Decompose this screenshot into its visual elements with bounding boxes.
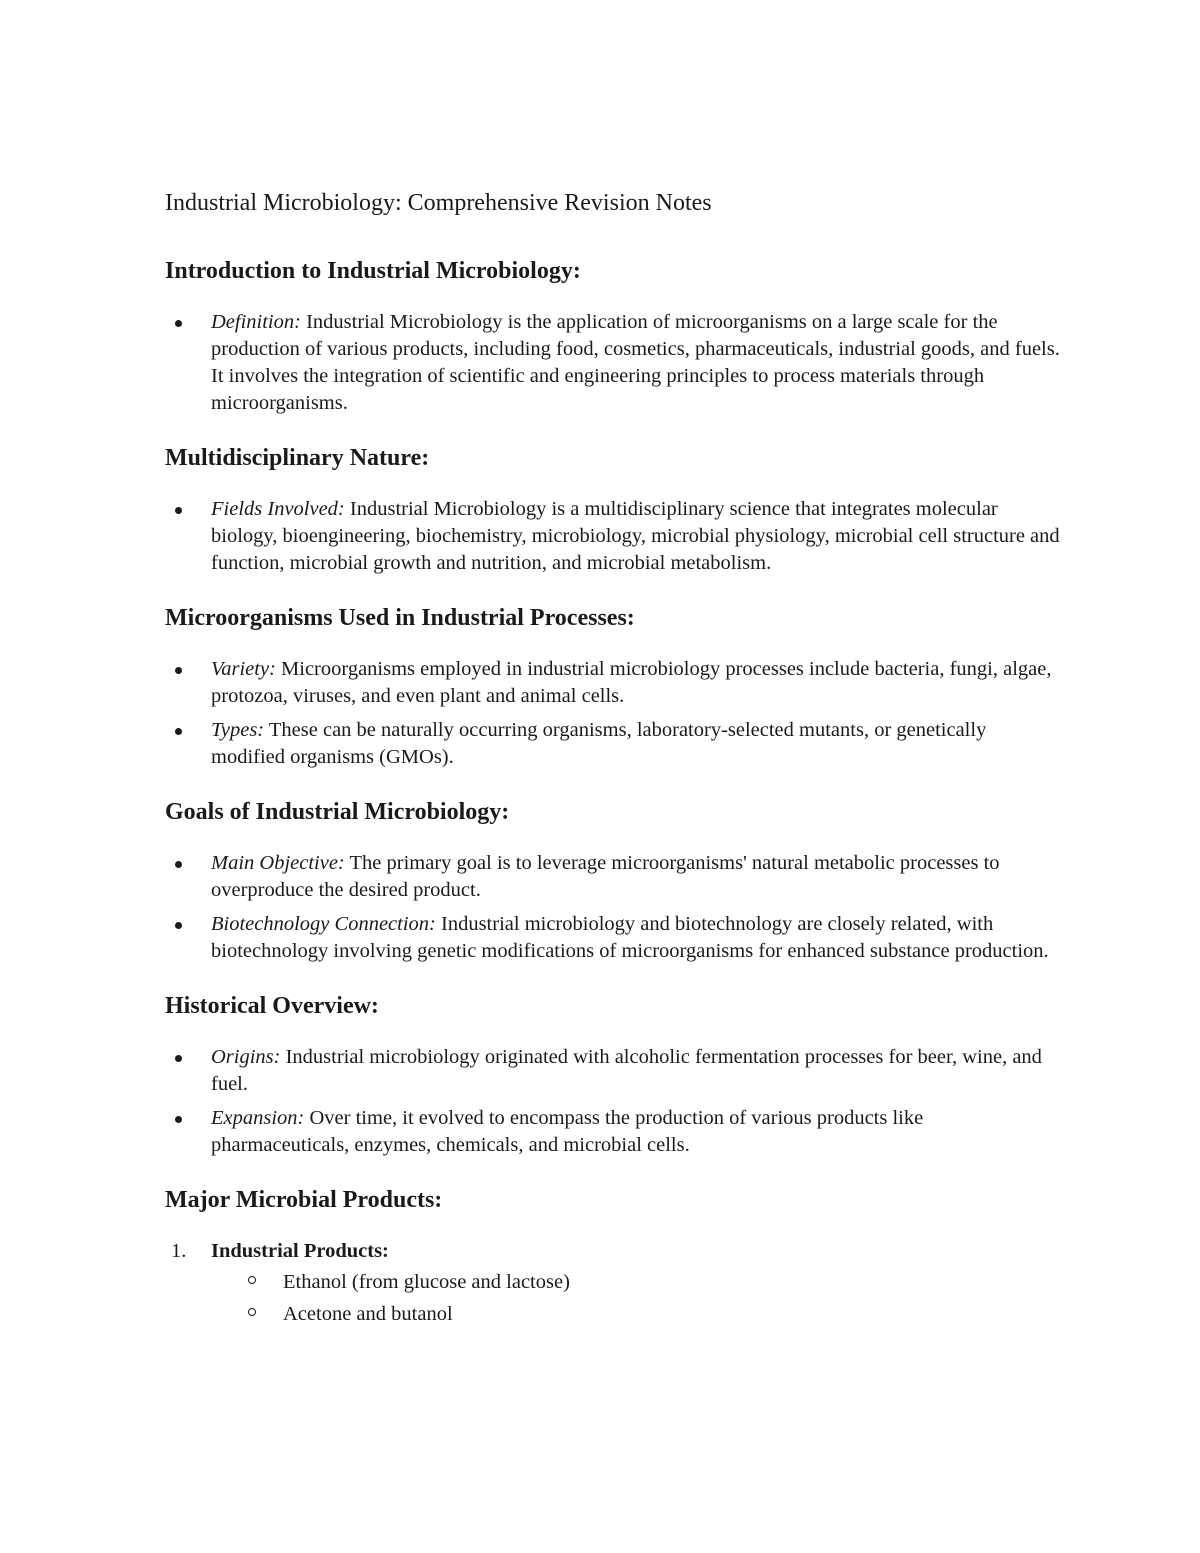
bullet-icon [175, 667, 182, 674]
list-item-term: Fields Involved: [211, 498, 345, 520]
list-item-text: Industrial microbiology and biotechnology are closely related, with biotechnology involving genetic modifications of microorganisms for enhanced substance production. [211, 913, 1049, 962]
section-heading-goals: Goals of Industrial Microbiology: [165, 799, 510, 825]
list-item-text: Industrial Microbiology is a multidisciplinary science that integrates molecular biology, bioengineering, biochemistry, microbiology, microbial physiology, microbial cell structure and function, microbial growth and nutrition, and microbial metabolism. [211, 498, 1060, 574]
list-item-text: Microorganisms employed in industrial microbiology processes include bacteria, fungi, algae, protozoa, viruses, and even plant and animal cells. [211, 658, 1052, 707]
document-title: Industrial Microbiology: Comprehensive Revision Notes [165, 190, 712, 216]
list-item-text: The primary goal is to leverage microorganisms' natural metabolic processes to overproduce the desired product. [211, 852, 1000, 901]
list-item [165, 656, 1065, 710]
list-item-term: Definition: [211, 311, 301, 333]
bullet-icon [175, 1116, 182, 1123]
sublist-item [211, 1301, 1065, 1328]
sublist-item-text: Ethanol (from glucose and lactose) [283, 1271, 570, 1293]
list-item-term: Variety: [211, 658, 276, 680]
bullet-list-multidisciplinary [165, 496, 1065, 577]
list-item-text: These can be naturally occurring organisms, laboratory-selected mutants, or genetically modified organisms (GMOs). [211, 719, 987, 768]
numbered-list-products [165, 1238, 1065, 1328]
section-heading-history: Historical Overview: [165, 993, 379, 1019]
list-item-text: Industrial microbiology originated with alcoholic fermentation processes for beer, wine, and fuel. [211, 1046, 1042, 1095]
list-item [165, 1238, 1065, 1328]
list-item [165, 309, 1065, 417]
list-item [165, 717, 1065, 771]
bullet-icon [175, 320, 182, 327]
sublist-item [211, 1269, 1065, 1296]
bullet-list-history [165, 1044, 1065, 1159]
bullet-icon [175, 922, 182, 929]
list-item-term: Expansion: [211, 1107, 305, 1129]
bullet-list-microorganisms [165, 656, 1065, 771]
list-item-term: Biotechnology Connection: [211, 913, 436, 935]
list-item [165, 1105, 1065, 1159]
section-heading-multidisciplinary: Multidisciplinary Nature: [165, 445, 430, 471]
list-item [165, 496, 1065, 577]
bullet-icon [175, 728, 182, 735]
bullet-icon [175, 1055, 182, 1062]
circle-bullet-icon [248, 1308, 256, 1316]
bullet-list-goals [165, 850, 1065, 965]
section-heading-products: Major Microbial Products: [165, 1187, 443, 1213]
bullet-icon [175, 507, 182, 514]
list-item [165, 911, 1065, 965]
list-item-term: Main Objective: [211, 852, 345, 874]
list-item-text: Over time, it evolved to encompass the production of various products like pharmaceuticals, enzymes, chemicals, and microbial cells. [211, 1107, 924, 1156]
section-heading-introduction: Introduction to Industrial Microbiology: [165, 258, 581, 284]
list-item-term: Types: [211, 719, 265, 741]
circle-bullet-icon [248, 1276, 256, 1284]
list-item-text: Industrial Microbiology is the application of microorganisms on a large scale for the production of various products, including food, cosmetics, pharmaceuticals, industrial goods, and fuels. It involves the integration of scientific and engineering principles to process materials through microorganisms. [211, 311, 1060, 414]
section-heading-microorganisms: Microorganisms Used in Industrial Processes: [165, 605, 635, 631]
sublist-item-text: Acetone and butanol [283, 1303, 453, 1325]
list-item [165, 1044, 1065, 1098]
bullet-list-introduction [165, 309, 1065, 417]
sublist-industrial-products [211, 1269, 1065, 1328]
list-item-number: 1. [171, 1240, 187, 1262]
list-item-title: Industrial Products: [211, 1240, 389, 1262]
list-item [165, 850, 1065, 904]
bullet-icon [175, 861, 182, 868]
document-page [165, 186, 1065, 1333]
list-item-term: Origins: [211, 1046, 281, 1068]
